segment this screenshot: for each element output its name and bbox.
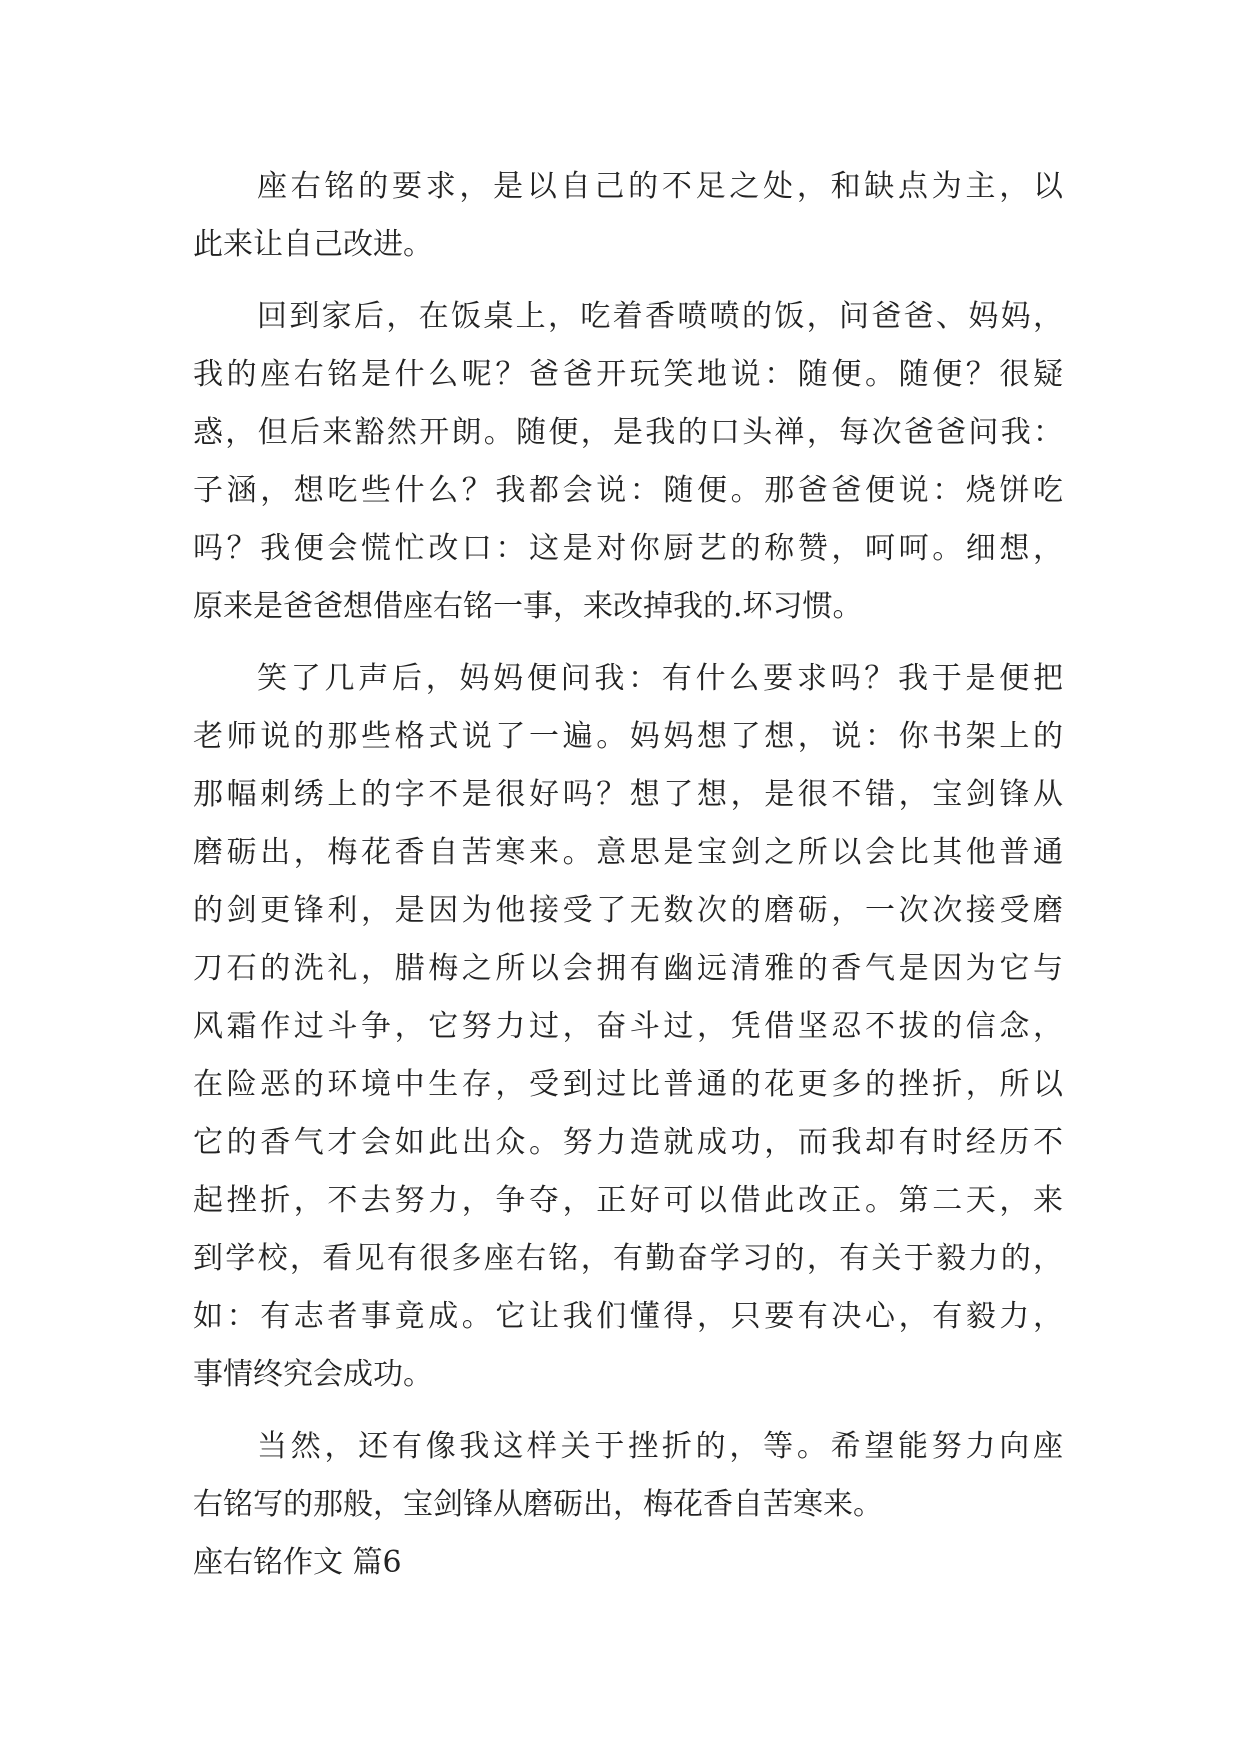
paragraph-line: 磨砺出，梅花香自苦寒来。意思是宝剑之所以会比其他普通	[193, 835, 1063, 870]
paragraph-line: 事情终究会成功。	[193, 1357, 433, 1392]
paragraph-2	[193, 288, 1063, 636]
paragraph-line: 右铭写的那般，宝剑锋从磨砺出，梅花香自苦寒来。	[193, 1487, 883, 1522]
paragraph-line: 如：有志者事竟成。它让我们懂得，只要有决心，有毅力，	[193, 1299, 1063, 1334]
paragraph-line: 风霜作过斗争，它努力过，奋斗过，凭借坚忍不拔的信念，	[193, 1009, 1063, 1044]
paragraph-1	[193, 158, 1063, 274]
paragraph-line: 此来让自己改进。	[193, 227, 433, 262]
paragraph-line: 吗？我便会慌忙改口：这是对你厨艺的称赞，呵呵。细想，	[193, 531, 1063, 566]
paragraph-line: 回到家后，在饭桌上，吃着香喷喷的饭，问爸爸、妈妈，	[257, 299, 1063, 334]
paragraph-line: 惑，但后来豁然开朗。随便，是我的口头禅，每次爸爸问我：	[193, 415, 1063, 450]
paragraph-line: 我的座右铭是什么呢？爸爸开玩笑地说：随便。随便？很疑	[193, 357, 1063, 392]
document-body	[193, 158, 1063, 1592]
section-heading: 座右铭作文 篇6	[193, 1545, 402, 1580]
paragraph-line: 笑了几声后，妈妈便问我：有什么要求吗？我于是便把	[257, 661, 1063, 696]
paragraph-line: 原来是爸爸想借座右铭一事，来改掉我的.坏习惯。	[193, 589, 863, 624]
paragraph-line: 老师说的那些格式说了一遍。妈妈想了想，说：你书架上的	[193, 719, 1063, 754]
paragraph-line: 起挫折，不去努力，争夺，正好可以借此改正。第二天，来	[193, 1183, 1063, 1218]
paragraph-4	[193, 1418, 1063, 1534]
paragraph-line: 在险恶的环境中生存，受到过比普通的花更多的挫折，所以	[193, 1067, 1063, 1102]
paragraph-line: 刀石的洗礼，腊梅之所以会拥有幽远清雅的香气是因为它与	[193, 951, 1063, 986]
paragraph-line: 子涵，想吃些什么？我都会说：随便。那爸爸便说：烧饼吃	[193, 473, 1063, 508]
paragraph-line: 那幅刺绣上的字不是很好吗？想了想，是很不错，宝剑锋从	[193, 777, 1063, 812]
paragraph-line: 当然，还有像我这样关于挫折的，等。希望能努力向座	[257, 1429, 1063, 1464]
paragraph-line: 它的香气才会如此出众。努力造就成功，而我却有时经历不	[193, 1125, 1063, 1160]
paragraph-3	[193, 650, 1063, 1404]
paragraph-line: 到学校，看见有很多座右铭，有勤奋学习的，有关于毅力的，	[193, 1241, 1063, 1276]
paragraph-line: 的剑更锋利，是因为他接受了无数次的磨砺，一次次接受磨	[193, 893, 1063, 928]
paragraph-line: 座右铭的要求，是以自己的不足之处，和缺点为主，以	[257, 169, 1063, 204]
